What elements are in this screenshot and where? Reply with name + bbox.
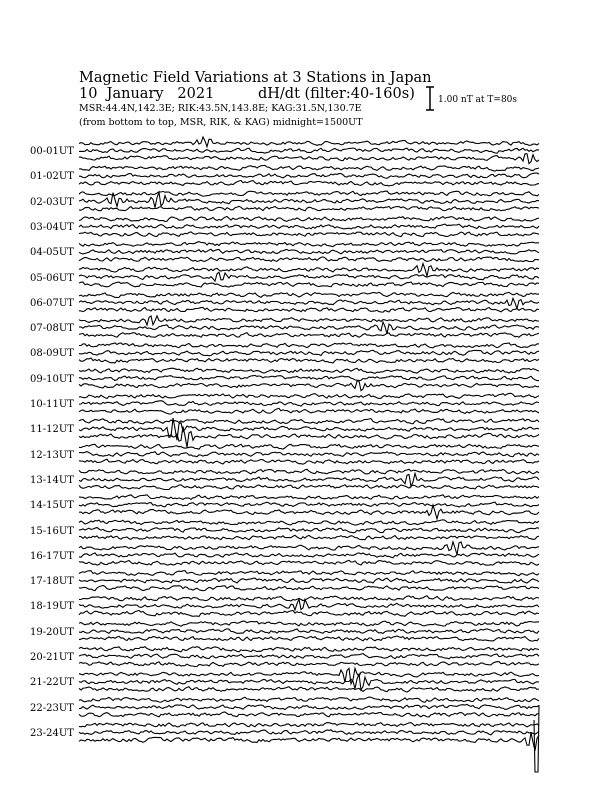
trace-msr-row-10 bbox=[79, 408, 539, 414]
trace-rik-row-0 bbox=[79, 148, 539, 153]
trace-msr-row-21 bbox=[79, 687, 539, 692]
trace-msr-row-15 bbox=[79, 535, 539, 539]
trace-msr-row-14 bbox=[79, 505, 539, 519]
hour-label: 23-24UT bbox=[30, 727, 74, 739]
hour-label: 01-02UT bbox=[30, 171, 74, 183]
hour-label: 15-16UT bbox=[30, 525, 74, 537]
trace-kag-row-16 bbox=[79, 542, 539, 555]
trace-rik-row-13 bbox=[79, 473, 539, 486]
trace-msr-row-23 bbox=[79, 732, 539, 750]
trace-kag-row-13 bbox=[79, 469, 539, 474]
trace-msr-row-4 bbox=[79, 257, 539, 262]
trace-kag-row-8 bbox=[79, 343, 539, 348]
trace-msr-row-3 bbox=[79, 232, 539, 237]
trace-kag-row-19 bbox=[79, 621, 539, 626]
trace-rik-row-6 bbox=[79, 298, 539, 308]
trace-msr-row-12 bbox=[79, 459, 539, 464]
trace-kag-row-11 bbox=[79, 419, 539, 424]
trace-msr-row-1 bbox=[79, 181, 539, 186]
trace-msr-row-22 bbox=[79, 712, 539, 717]
trace-rik-row-10 bbox=[79, 401, 539, 406]
trace-msr-row-19 bbox=[79, 636, 539, 641]
hour-label: 02-03UT bbox=[30, 196, 74, 208]
scale-label: 1.00 nT at T=80s bbox=[438, 95, 518, 105]
trace-rik-row-9 bbox=[79, 375, 539, 380]
trace-rik-row-20 bbox=[79, 654, 539, 659]
trace-kag-row-15 bbox=[79, 520, 539, 525]
trace-msr-row-17 bbox=[79, 586, 539, 591]
trace-rik-row-12 bbox=[79, 452, 539, 457]
trace-kag-row-5 bbox=[79, 264, 539, 277]
trace-kag-row-1 bbox=[79, 165, 539, 171]
trace-group bbox=[79, 137, 539, 772]
trace-kag-row-9 bbox=[79, 368, 539, 373]
trace-msr-row-9 bbox=[79, 381, 539, 391]
station-order-note: (from bottom to top, MSR, RIK, & KAG) midnight=1500UT bbox=[79, 117, 363, 128]
hour-label: 06-07UT bbox=[30, 297, 74, 309]
trace-msr-row-5 bbox=[79, 282, 539, 287]
trace-msr-row-8 bbox=[79, 358, 539, 363]
trace-rik-row-15 bbox=[79, 528, 539, 533]
trace-kag-row-7 bbox=[79, 316, 539, 325]
trace-rik-row-19 bbox=[79, 629, 539, 634]
chart-title: Magnetic Field Variations at 3 Stations in Japan bbox=[79, 70, 432, 86]
trace-kag-row-3 bbox=[79, 217, 539, 222]
hour-label: 04-05UT bbox=[30, 247, 74, 259]
trace-kag-row-6 bbox=[79, 292, 539, 297]
trace-rik-row-3 bbox=[79, 224, 539, 229]
hour-label: 19-20UT bbox=[30, 626, 74, 638]
trace-rik-row-21 bbox=[79, 674, 539, 690]
trace-msr-row-6 bbox=[79, 307, 539, 312]
trace-rik-row-5 bbox=[79, 272, 539, 281]
trace-msr-row-16 bbox=[79, 560, 539, 565]
trace-msr-row-0 bbox=[79, 154, 539, 164]
hour-label: 21-22UT bbox=[30, 677, 74, 689]
trace-kag-row-22 bbox=[79, 697, 539, 702]
trace-rik-row-11 bbox=[79, 418, 539, 440]
trace-kag-row-10 bbox=[79, 393, 539, 398]
hour-label: 10-11UT bbox=[30, 399, 74, 410]
trace-msr-row-20 bbox=[79, 662, 539, 667]
trace-msr-row-7 bbox=[79, 333, 539, 338]
hour-label: 07-08UT bbox=[30, 323, 74, 335]
trace-rik-row-23 bbox=[79, 730, 539, 735]
hour-label: 16-17UT bbox=[30, 550, 74, 562]
hour-label: 17-18UT bbox=[30, 576, 74, 588]
trace-kag-row-17 bbox=[79, 571, 539, 576]
trace-kag-row-18 bbox=[79, 596, 539, 601]
chart-quantity: dH/dt (filter:40-160s) bbox=[258, 86, 415, 102]
hour-label: 08-09UT bbox=[30, 348, 74, 360]
trace-kag-row-12 bbox=[79, 444, 539, 449]
hour-label: 13-14UT bbox=[30, 474, 74, 486]
hour-label: 03-04UT bbox=[30, 221, 74, 233]
trace-kag-row-21 bbox=[79, 668, 539, 684]
trace-kag-row-23 bbox=[79, 723, 539, 727]
trace-rik-row-18 bbox=[79, 599, 539, 610]
trace-rik-row-22 bbox=[79, 704, 539, 709]
trace-kag-row-4 bbox=[79, 242, 539, 247]
trace-msr-row-18 bbox=[79, 611, 539, 617]
trace-kag-row-0 bbox=[79, 137, 539, 147]
trace-kag-row-14 bbox=[79, 495, 539, 500]
trace-rik-row-4 bbox=[79, 249, 539, 254]
trace-kag-row-2 bbox=[79, 191, 539, 196]
hour-label: 18-19UT bbox=[30, 601, 74, 613]
hour-label: 12-13UT bbox=[30, 449, 74, 461]
trace-kag-row-20 bbox=[79, 647, 539, 652]
trace-rik-row-16 bbox=[79, 553, 539, 558]
trace-rik-row-1 bbox=[79, 173, 539, 178]
hour-label: 22-23UT bbox=[30, 702, 74, 714]
hour-label: 09-10UT bbox=[30, 373, 74, 385]
hour-label: 05-06UT bbox=[30, 272, 74, 284]
trace-msr-row-2 bbox=[79, 206, 539, 210]
trace-rik-row-14 bbox=[79, 502, 539, 507]
trace-rik-row-8 bbox=[79, 350, 539, 356]
hour-label: 20-21UT bbox=[30, 652, 74, 663]
trace-msr-row-13 bbox=[79, 485, 539, 490]
trace-rik-row-17 bbox=[79, 578, 539, 583]
hour-label: 00-01UT bbox=[30, 146, 74, 157]
hour-label: 14-15UT bbox=[30, 500, 74, 512]
trace-rik-row-7 bbox=[79, 322, 539, 334]
scale-bar bbox=[426, 87, 434, 110]
station-coordinates: MSR:44.4N,142.3E; RIK:43.5N,143.8E; KAG:31.5N,130.7E bbox=[79, 103, 362, 114]
chart-date: 10 January 2021 bbox=[79, 86, 215, 102]
hour-label: 11-12UT bbox=[30, 424, 74, 436]
